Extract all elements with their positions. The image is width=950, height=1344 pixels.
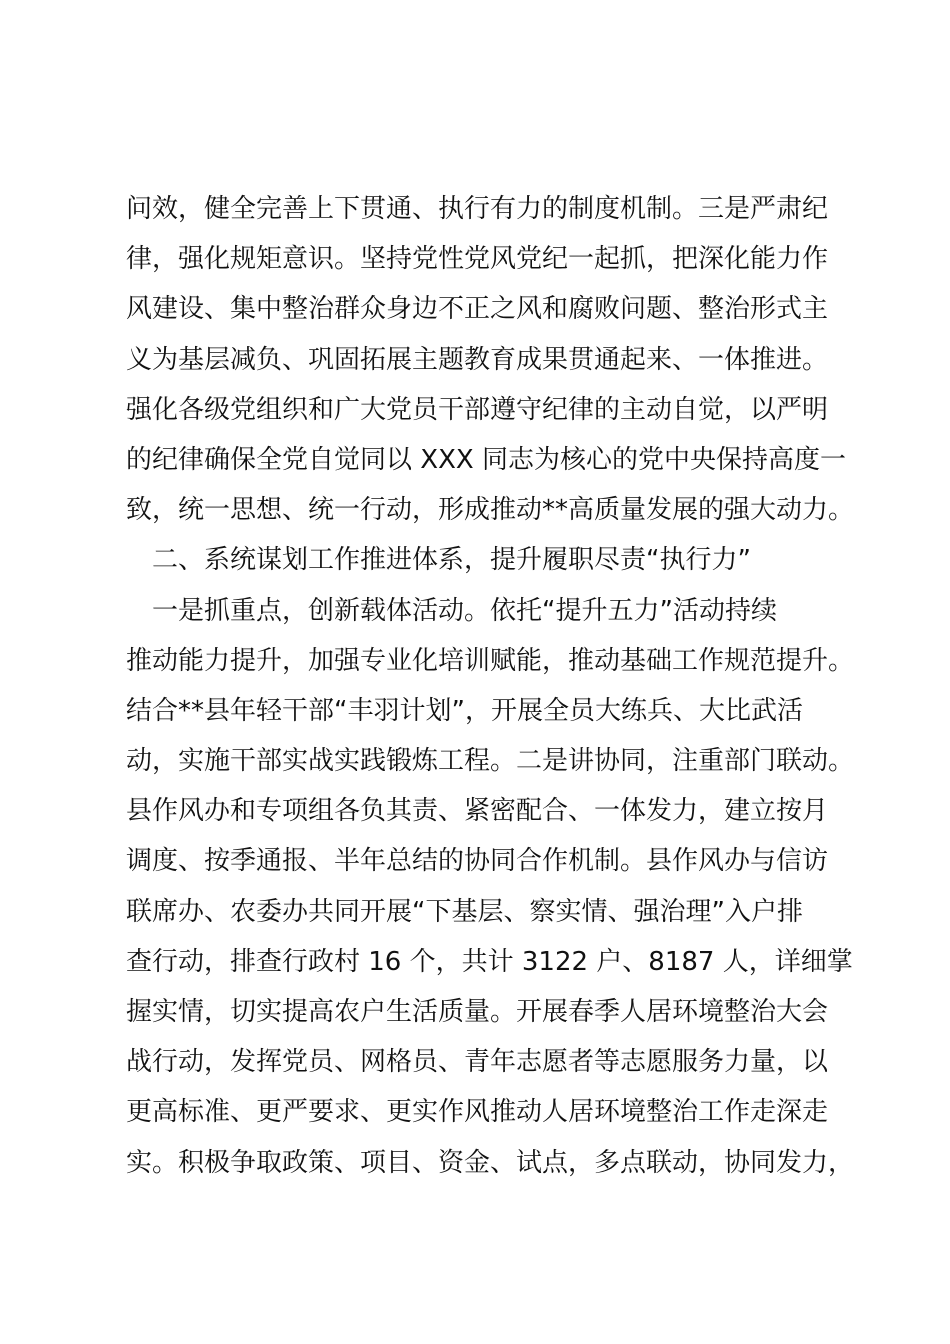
text-line: 致，统一思想、统一行动，形成推动**高质量发展的强大动力。	[126, 495, 855, 526]
text-line: 的纪律确保全党自觉同以 XXX 同志为核心的党中央保持高度一	[126, 444, 846, 475]
text-line: 握实情，切实提高农户生活质量。开展春季人居环境整治大会	[126, 997, 829, 1027]
text-line: 律，强化规矩意识。坚持党性党风党纪一起抓，把深化能力作	[126, 244, 829, 275]
section-heading: 二、系统谋划工作推进体系，提升履职尽责“执行力”	[152, 545, 751, 576]
text-line: 强化各级党组织和广大党员干部遵守纪律的主动自觉，以严明	[126, 394, 829, 425]
text-line: 结合**县年轻干部“丰羽计划”，开展全员大练兵、大比武活	[126, 695, 803, 726]
text-line: 义为基层减负、巩固拓展主题教育成果贯通起来、一体推进。	[126, 344, 829, 375]
text-line: 调度、按季通报、半年总结的协同合作机制。县作风办与信访	[126, 846, 829, 877]
paragraph-first-line: 一是抓重点，创新载体活动。依托“提升五力”活动持续	[152, 595, 777, 626]
text-line: 动，实施干部实战实践锻炼工程。二是讲协同，注重部门联动。	[126, 746, 855, 777]
text-line: 查行动，排查行政村 16 个，共计 3122 户、8187 人，详细掌	[126, 946, 853, 977]
text-line: 问效，健全完善上下贯通、执行有力的制度机制。三是严肃纪	[126, 194, 829, 224]
text-line: 战行动，发挥党员、网格员、青年志愿者等志愿服务力量，以	[126, 1047, 829, 1078]
text-line: 实。积极争取政策、项目、资金、试点，多点联动，协同发力，	[126, 1147, 855, 1178]
text-line: 县作风办和专项组各负其责、紧密配合、一体发力，建立按月	[126, 796, 829, 827]
document-body	[126, 184, 855, 1188]
text-line: 联席办、农委办共同开展“下基层、察实情、强治理”入户排	[126, 896, 803, 927]
text-line: 推动能力提升，加强专业化培训赋能，推动基础工作规范提升。	[126, 645, 855, 676]
text-line: 更高标准、更严要求、更实作风推动人居环境整治工作走深走	[126, 1097, 829, 1128]
text-line: 风建设、集中整治群众身边不正之风和腐败问题、整治形式主	[126, 294, 829, 325]
